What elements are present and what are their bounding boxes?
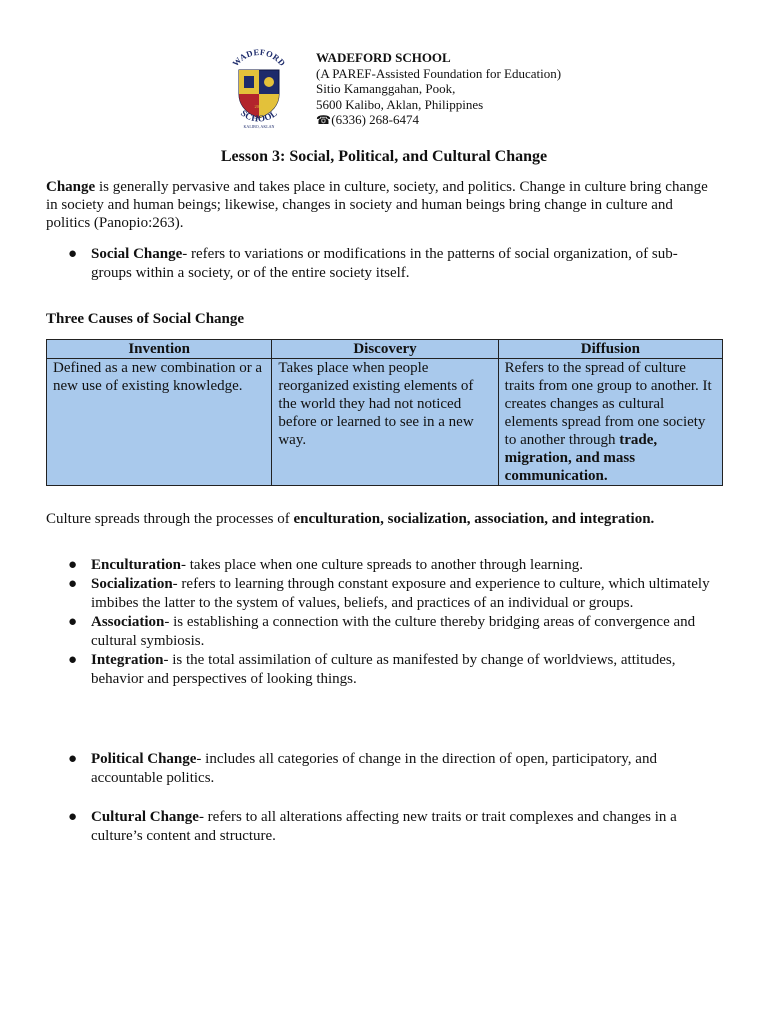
list-item (46, 613, 718, 651)
table-header-row (47, 340, 723, 359)
process-text: - takes place when one culture spreads to another through learning. (181, 557, 583, 573)
cell-invention: Defined as a new combination or a new use of existing knowledge. (47, 359, 272, 486)
bullet-icon: ● (68, 246, 78, 262)
culture-spreads-paragraph (46, 510, 718, 528)
bullet-icon: ● (68, 652, 78, 668)
svg-text:WADEFORD (230, 48, 287, 68)
list-item (46, 575, 718, 613)
letterhead (222, 48, 722, 134)
table-row (47, 359, 723, 486)
cell-discovery: Takes place when people reorganized existing elements of the world they had not noticed before or learned to see in a new way. (272, 359, 498, 486)
logo-year: 2003 (254, 104, 264, 109)
process-text: - is the total assimilation of culture as manifested by change of worldviews, attitudes, behavior and perspectives of looking things. (91, 652, 676, 687)
list-item (46, 808, 718, 846)
process-term: Enculturation (91, 557, 182, 573)
process-term: Association (91, 614, 165, 630)
telephone-icon: ☎ (316, 113, 331, 128)
header-diffusion: Diffusion (498, 340, 722, 359)
bullet-icon: ● (68, 809, 78, 825)
bullet-icon: ● (68, 614, 78, 630)
intro-paragraph (46, 178, 718, 232)
address-line-2: 5600 Kalibo, Aklan, Philippines (316, 96, 484, 112)
school-logo (222, 48, 296, 130)
bullet-icon: ● (68, 576, 78, 592)
list-item (46, 556, 718, 575)
culture-spreads-bold: enculturation, socialization, association, and integration. (293, 511, 655, 527)
list-item (46, 651, 718, 689)
social-change-term: Social Change (91, 246, 183, 262)
cultural-change-text: - refers to all alterations affecting new traits or trait complexes and changes in a culture’s content and structure. (91, 809, 677, 844)
social-change-text: - refers to variations or modifications in the patterns of social organization, of sub-groups within a society, or of the entire society itself. (91, 246, 678, 281)
phone-line (316, 112, 561, 129)
political-change-text: - includes all categories of change in the direction of open, participatory, and accountable politics. (91, 751, 657, 786)
school-info (316, 50, 561, 129)
list-item (46, 245, 718, 283)
address-line-1: Sitio Kamanggahan, Pook, (316, 81, 456, 97)
cultural-change-term: Cultural Change (91, 809, 199, 825)
cultural-change-list (46, 808, 718, 846)
diffusion-bold: trade, migration, and mass communication. (504, 432, 658, 484)
school-subtitle: (A PAREF-Assisted Foundation for Education) (316, 65, 562, 81)
causes-table (46, 339, 723, 486)
logo-arc-top: WADEFORD (230, 48, 288, 69)
intro-text: is generally pervasive and takes place in culture, society, and politics. Change in culture bring change in society and human beings; likewise, changes in society and human beings bring change in culture and politics (Panopio:263). (46, 179, 708, 231)
diffusion-text: Refers to the spread of culture traits from one group to another. It creates changes as cultural elements spread from one society to another through (504, 360, 712, 448)
list-item (46, 750, 718, 788)
school-name: WADEFORD SCHOOL (316, 50, 451, 65)
header-discovery: Discovery (272, 340, 498, 359)
political-change-list (46, 750, 718, 788)
intro-term: Change (46, 179, 96, 195)
logo-place: KALIBO, AKLAN (243, 124, 275, 129)
culture-spreads-text: Culture spreads through the processes of (46, 511, 294, 527)
causes-heading: Three Causes of Social Change (46, 311, 245, 327)
page-title: Lesson 3: Social, Political, and Cultural Change (220, 148, 548, 165)
process-text: - refers to learning through constant exposure and experience to culture, which ultimately imbibes the latter to the system of values, beliefs, and practices of an individual or groups. (91, 576, 710, 611)
process-term: Socialization (91, 576, 173, 592)
social-change-list (46, 245, 718, 283)
cell-diffusion (498, 359, 722, 486)
phone-number: (6336) 268-6474 (331, 112, 419, 128)
header-invention: Invention (47, 340, 272, 359)
logo-arc-bottom: SCHOOL (238, 107, 279, 124)
process-text: - is establishing a connection with the culture thereby bridging areas of convergence and cultural symbiosis. (91, 614, 696, 649)
bullet-icon: ● (68, 557, 78, 573)
process-term: Integration (91, 652, 164, 668)
bullet-icon: ● (68, 751, 78, 767)
processes-list (46, 556, 718, 689)
political-change-term: Political Change (91, 751, 197, 767)
